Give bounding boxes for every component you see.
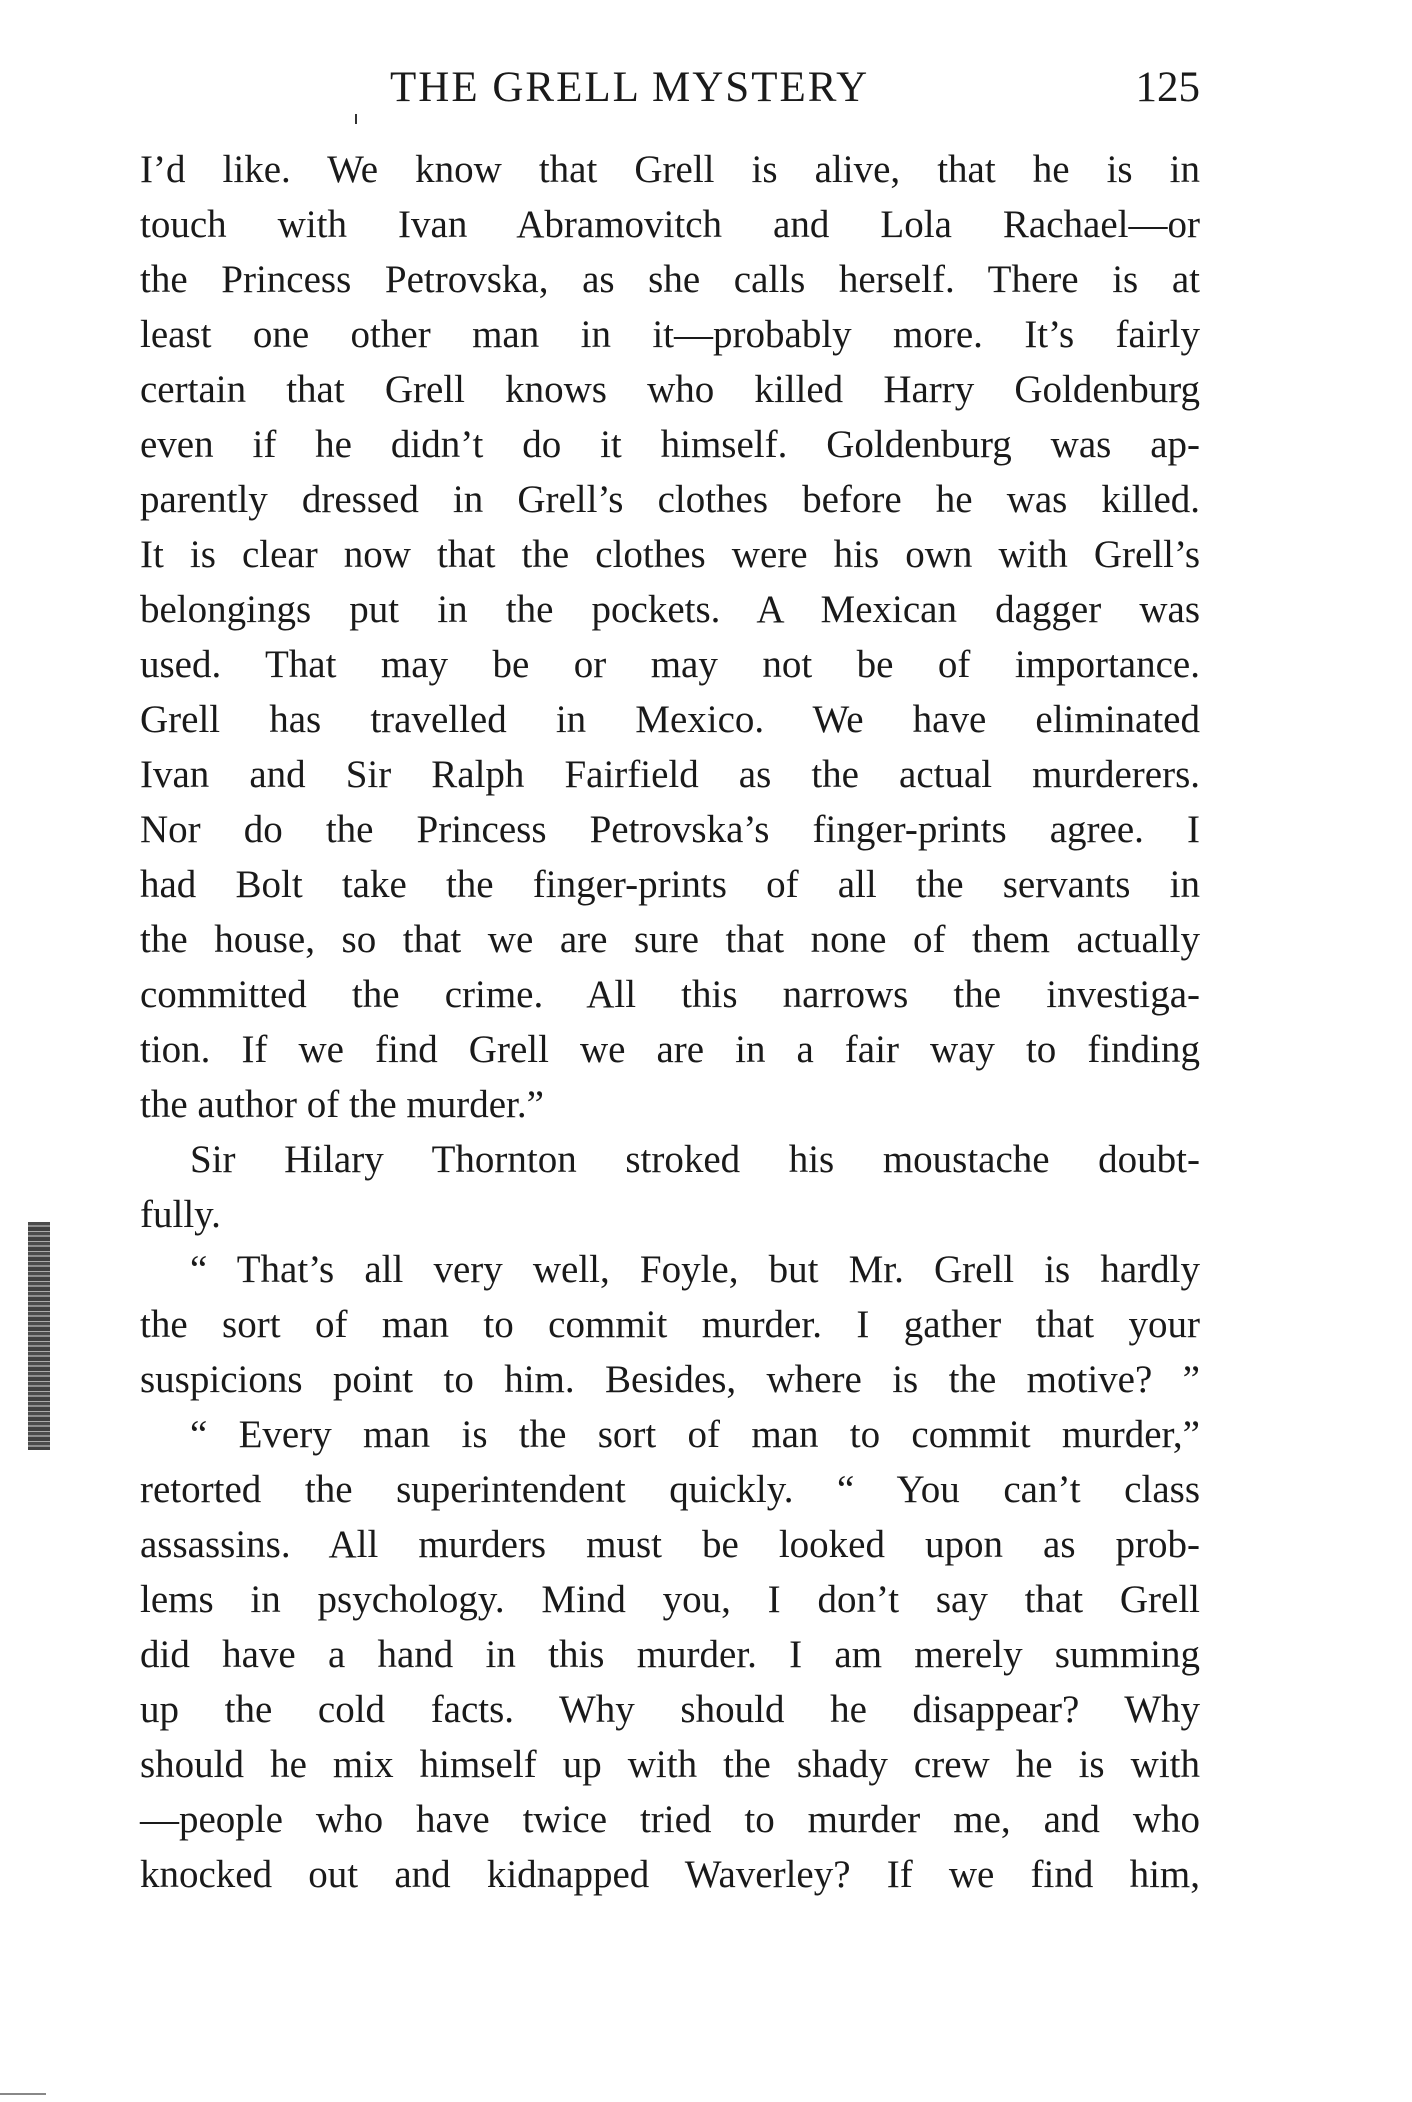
text-line: even if he didn’t do it himself. Goldenburg was ap- bbox=[140, 423, 1200, 466]
text-line: Ivan and Sir Ralph Fairfield as the actual murderers. bbox=[140, 753, 1200, 796]
text-line: retorted the superintendent quickly. “ You can’t class bbox=[140, 1468, 1200, 1511]
body-text bbox=[140, 142, 1200, 1902]
text-line: Grell has travelled in Mexico. We have eliminated bbox=[140, 698, 1200, 741]
text-line: suspicions point to him. Besides, where is the motive? ” bbox=[140, 1358, 1200, 1401]
print-speck bbox=[355, 114, 357, 124]
text-line: knocked out and kidnapped Waverley? If we find him, bbox=[140, 1853, 1200, 1896]
text-line: belongings put in the pockets. A Mexican dagger was bbox=[140, 588, 1200, 631]
text-line: used. That may be or may not be of importance. bbox=[140, 643, 1200, 686]
text-line: —people who have twice tried to murder me, and who bbox=[140, 1798, 1200, 1841]
text-line: lems in psychology. Mind you, I don’t say that Grell bbox=[140, 1578, 1200, 1621]
text-line: Sir Hilary Thornton stroked his moustache doubt- bbox=[190, 1138, 1200, 1181]
text-line: certain that Grell knows who killed Harry Goldenburg bbox=[140, 368, 1200, 411]
text-line: the Princess Petrovska, as she calls herself. There is at bbox=[140, 258, 1200, 301]
binding-mark bbox=[28, 1222, 50, 1450]
text-line: committed the crime. All this narrows the investiga- bbox=[140, 973, 1200, 1016]
text-line: touch with Ivan Abramovitch and Lola Rachael—or bbox=[140, 203, 1200, 246]
text-line: had Bolt take the finger-prints of all the servants in bbox=[140, 863, 1200, 906]
page-edge-mark bbox=[0, 2093, 46, 2095]
text-line: should he mix himself up with the shady crew he is with bbox=[140, 1743, 1200, 1786]
text-line: assassins. All murders must be looked upon as prob- bbox=[140, 1523, 1200, 1566]
text-line: Nor do the Princess Petrovska’s finger-prints agree. I bbox=[140, 808, 1200, 851]
text-line: I’d like. We know that Grell is alive, that he is in bbox=[140, 148, 1200, 191]
running-title: THE GRELL MYSTERY bbox=[390, 64, 870, 111]
text-line: tion. If we find Grell we are in a fair way to finding bbox=[140, 1028, 1200, 1071]
text-line: up the cold facts. Why should he disappear? Why bbox=[140, 1688, 1200, 1731]
text-line: the author of the murder.” bbox=[140, 1083, 544, 1126]
text-line: least one other man in it—probably more. It’s fairly bbox=[140, 313, 1200, 356]
page-number: 125 bbox=[1135, 64, 1200, 111]
text-line: did have a hand in this murder. I am merely summing bbox=[140, 1633, 1200, 1676]
text-line: It is clear now that the clothes were his own with Grell’s bbox=[140, 533, 1200, 576]
text-line: parently dressed in Grell’s clothes before he was killed. bbox=[140, 478, 1200, 521]
text-line: “ Every man is the sort of man to commit murder,” bbox=[190, 1413, 1200, 1456]
text-line: the house, so that we are sure that none of them actually bbox=[140, 918, 1200, 961]
text-line: fully. bbox=[140, 1193, 221, 1236]
text-line: “ That’s all very well, Foyle, but Mr. Grell is hardly bbox=[190, 1248, 1200, 1291]
page-header bbox=[140, 58, 1200, 118]
text-line: the sort of man to commit murder. I gather that your bbox=[140, 1303, 1200, 1346]
